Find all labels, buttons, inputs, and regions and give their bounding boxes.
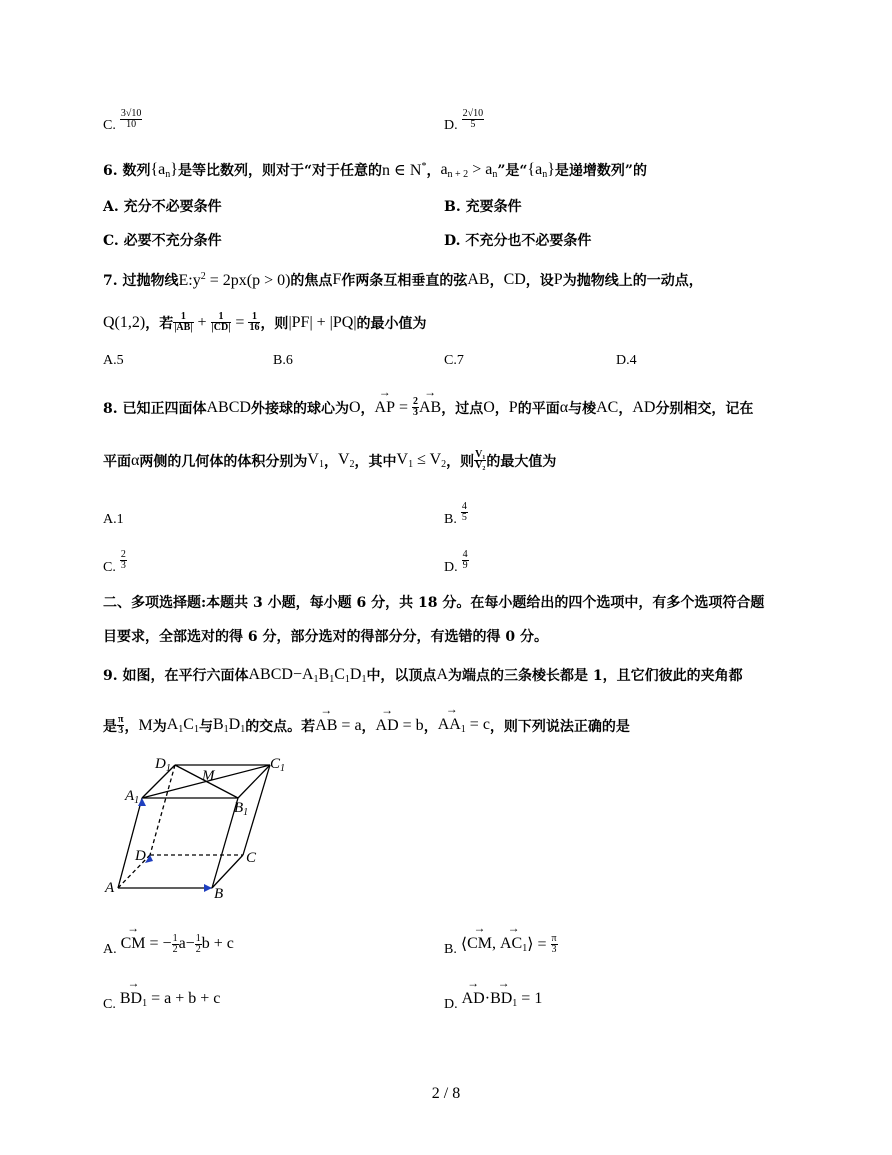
fraction: $\frac{2}{3}$ [413, 396, 418, 418]
q8-option-d: D. $\frac{4}{9}$ [444, 548, 468, 575]
q9-option-b: B. ⟨ → CM , → $AC_1$ ⟩ = $\frac{\pi}{3}$ [444, 930, 558, 958]
q9-option-d: D. → AD · → $BD_1$ = 1 [444, 985, 542, 1013]
fraction: $\frac{2√10}{5}$ [462, 107, 484, 130]
q7-option-d: D.4 [616, 353, 637, 368]
label-m: M [202, 768, 215, 784]
option-label: D. [444, 118, 458, 133]
edge-d1d-hidden [150, 765, 175, 855]
fraction: $\frac{\pi}{3}$ [118, 714, 124, 736]
fraction: $\frac{4}{9}$ [462, 548, 468, 571]
q9-option-c: C. → $BD_1$ = a + b + c [103, 985, 220, 1013]
section-2-line2: 目要求，全部选对的得 6 分，部分选对的得部分分，有选错的得 0 分。 [103, 629, 548, 645]
fraction: $\frac{1}{16}$ [249, 311, 260, 333]
option-label: C. [103, 118, 116, 133]
q8-option-c: C. $\frac{2}{3}$ [103, 548, 126, 575]
q7-option-b: B.6 [273, 353, 293, 368]
label-a1: $A_1$ [125, 788, 140, 806]
fraction: $\frac{3√10}{10}$ [120, 107, 142, 130]
q6-option-c: C. 必要不充分条件 [103, 233, 222, 249]
q7-option-c: C.7 [444, 353, 464, 368]
question-6-stem: 6. 数列 $\{a_n\}$ 是等比数列，则对于“对于任意的 n ∈ N* ， $a_{n + 2} > a_n$ ”是“ $\{a_n\}$ 是递增数列”的 [103, 160, 647, 180]
question-9-stem: 9. 如图，在平行六面体 $ABCD-A_1B_1C_1D_1$ 中，以顶点 A 为端点的三条棱长都是 1，且它们彼此的夹角都 [103, 665, 743, 685]
question-7-line2: Q(1,2) ，若 $\frac{1}{|AB|}$ + $\frac{1}{|CD|}$ = $\frac{1}{16}$ ，则 |PF| + |PQ| 的最小值为 [103, 311, 427, 333]
arrow-aa1 [138, 798, 146, 806]
label-b: B [214, 886, 224, 900]
fraction: $\frac{1}{|CD|}$ [211, 311, 231, 333]
fraction: $\frac{4}{5}$ [461, 500, 467, 523]
parallelepiped-figure [100, 750, 300, 900]
label-d: D [135, 848, 146, 864]
q6-option-a: A. 充分不必要条件 [103, 199, 222, 215]
label-d1: $D_1$ [155, 756, 171, 774]
q6-option-d: D. 不充分也不必要条件 [444, 233, 592, 249]
label-c: C [246, 850, 257, 866]
q6-option-b: B. 充要条件 [444, 199, 522, 215]
label-c1: $C_1$ [270, 756, 286, 774]
question-7-stem: 7. 过抛物线 $E:y^2 = 2px(p > 0)$ 的焦点 F 作两条互相垂直的弦 AB ， CD ，设 P 为抛物线上的一动点， [103, 270, 703, 289]
question-9-line2: 是 $\frac{\pi}{3}$ ， M 为 $A_1C_1$ 与 $B_1D_1$ 的交点。若 → AB = a ， → AD = b ， → $AA_1 = c$ ，则下列说法正确的是 [103, 715, 630, 736]
section-2-line1: 二、多项选择题:本题共 3 小题，每小题 6 分，共 18 分。在每小题给出的四个选项中，有多个选项符合题 [103, 595, 765, 611]
fraction: $\frac{\pi}{3}$ [551, 932, 557, 955]
q8-option-a: A.1 [103, 512, 124, 527]
question-8-stem: 8. 已知正四面体 ABCD 外接球的球心为 O ， → AP = $\frac{2}{3}$ → AB ，过点 O ， P 的平面 α 与棱 AC ， AD 分别相交，记在 [103, 397, 753, 418]
q8-option-b: B. $\frac{4}{5}$ [444, 500, 467, 527]
q9-option-a: A. → CM = − $\frac{1}{2}$ a− $\frac{1}{2}$ b + c [103, 930, 234, 958]
q7-option-a: A.5 [103, 353, 124, 368]
question-8-line2: 平面 α 两侧的几何体的体积分别为 $V_1$ ， $V_2$ ，其中 $V_1 \le V_2$ ，则 $\frac{\text{V₁}}{\text{V₂}}$ 的最大值为 [103, 449, 557, 471]
fraction: $\frac{1}{2}$ [172, 932, 178, 955]
page-number: 2 / 8 [431, 1085, 461, 1102]
fraction: $\frac{\text{V₁}}{\text{V₂}}$ [475, 449, 486, 471]
label-a: A [105, 880, 115, 896]
edge-a1a [118, 798, 142, 888]
option-d-q5 [444, 104, 484, 134]
option-c-q5 [103, 104, 142, 134]
fraction: $\frac{1}{2}$ [195, 932, 201, 955]
fraction: $\frac{1}{|AB|}$ [174, 311, 193, 333]
fraction: $\frac{2}{3}$ [120, 548, 126, 571]
arrow-ab [204, 884, 212, 892]
label-b1: $B_1$ [234, 800, 249, 818]
